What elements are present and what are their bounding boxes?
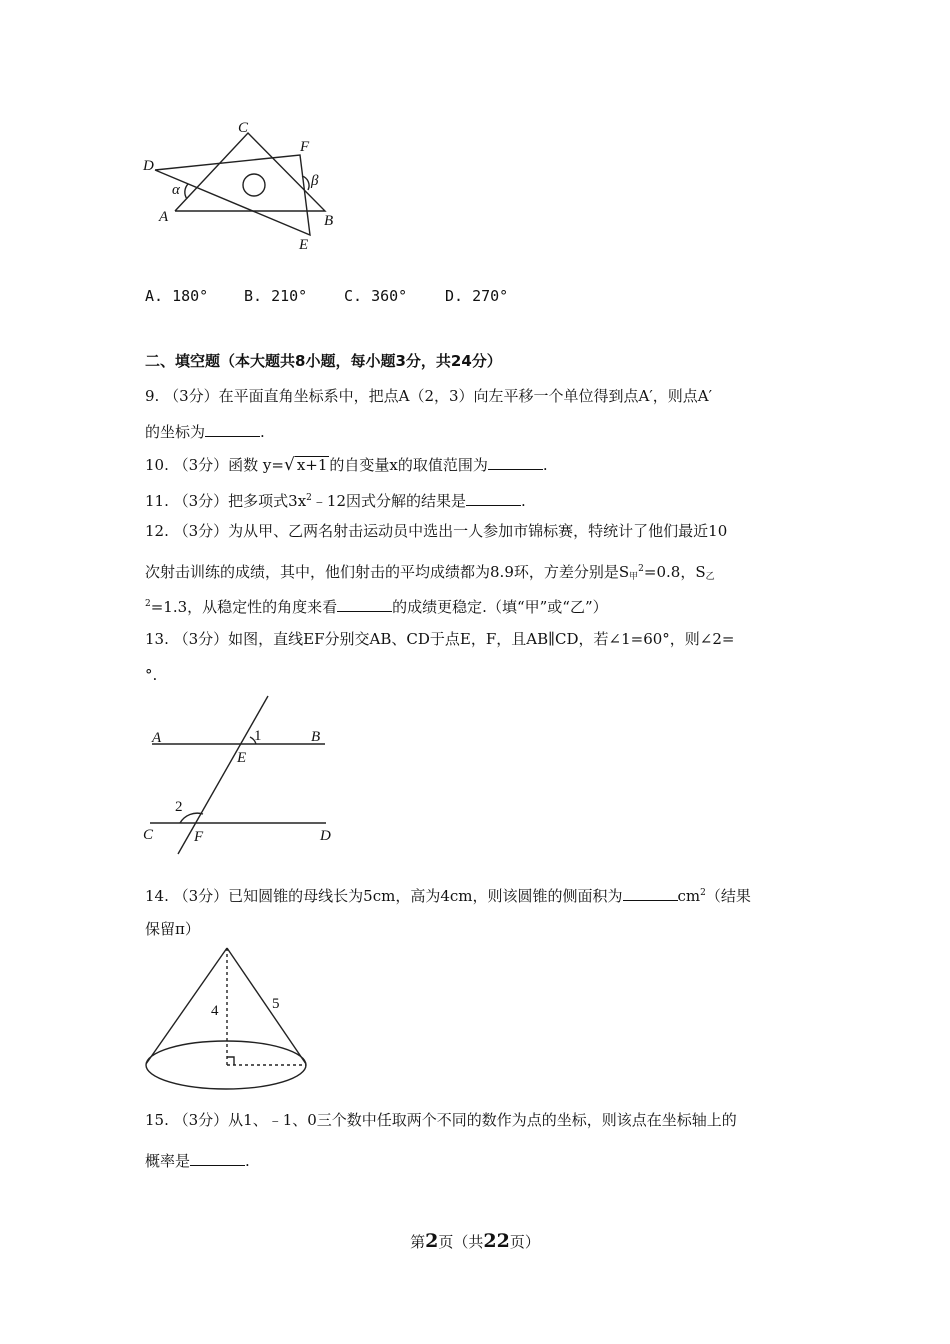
page-footer: 第2页（共22页） — [410, 1230, 540, 1252]
cone-right-slant — [227, 948, 306, 1064]
label-f: F — [194, 829, 204, 845]
q15-line1: 15. （3分）从1、﹣1、0三个数中任取两个不同的数作为点的坐标，则该点在坐标轴上的 — [145, 1111, 737, 1129]
label-e: E — [237, 750, 247, 766]
label-f: F — [300, 139, 310, 155]
option-a: A. 180° — [145, 287, 209, 305]
answer-blank — [623, 886, 678, 901]
label-1: 1 — [254, 728, 262, 744]
angle2-arc — [180, 813, 203, 823]
q15-line2: 概率是 . — [145, 1152, 250, 1170]
q14-line1: 14. （3分）已知圆锥的母线长为5cm，高为4cm，则该圆锥的侧面积为 $cm^2$（结果 — [145, 887, 751, 905]
q12-line1: 12. （3分）为从甲、乙两名射击运动员中选出一人参加市锦标赛，特统计了他们最近10 — [145, 522, 728, 540]
q12-line2: 次射击训练的成绩，其中，他们射击的平均成绩都为8.9环，方差分别是$S_甲^2=0.8$，$S_乙$ — [145, 563, 715, 582]
option-d: D. 270° — [445, 287, 509, 305]
answer-blank — [337, 597, 392, 612]
label-c: C — [143, 827, 154, 843]
sqrt-icon: √ — [283, 455, 295, 475]
label-a: A — [152, 730, 162, 746]
label-2: 2 — [175, 799, 183, 815]
q13-line2: °. — [145, 666, 158, 684]
label-c: C — [238, 120, 249, 136]
label-b: B — [324, 213, 334, 229]
line-ef — [178, 696, 268, 854]
figure-q8 — [140, 118, 340, 258]
answer-blank — [488, 455, 543, 470]
label-d: D — [320, 828, 331, 844]
page-number: 2 — [425, 1230, 439, 1252]
figure-q14 — [140, 945, 320, 1095]
label-a: A — [159, 209, 169, 225]
q12-line3: $^2$=1.3，从稳定性的角度来看 的成绩更稳定.（填“甲”或“乙”） — [145, 598, 608, 616]
label-b: B — [311, 729, 321, 745]
q11-line: 11. （3分）把多项式$3x^2﹣12$因式分解的结果是 . — [145, 492, 526, 510]
label-d: D — [143, 158, 154, 174]
section-heading: 二、填空题（本大题共8小题，每小题3分，共24分） — [145, 352, 502, 370]
radicand: x+1 — [296, 456, 328, 474]
figure-q13 — [140, 690, 340, 860]
option-c: C. 360° — [344, 287, 408, 305]
q9-line2: 的坐标为 . — [145, 423, 265, 441]
label-e: E — [299, 237, 309, 253]
answer-blank — [190, 1151, 245, 1166]
q9-line1: 9. （3分）在平面直角坐标系中，把点A（2，3）向左平移一个单位得到点A′，则点A′ — [145, 387, 713, 405]
label-alpha: α — [172, 182, 180, 198]
right-angle-mark — [227, 1057, 234, 1065]
option-b: B. 210° — [244, 287, 308, 305]
q14-line2: 保留π） — [145, 920, 200, 938]
page-total: 22 — [483, 1230, 510, 1252]
circle — [243, 174, 265, 196]
q13-line1: 13. （3分）如图，直线EF分别交AB、CD于点E，F，且AB∥CD，若∠1=60°，则∠2= — [145, 630, 735, 648]
answer-blank — [466, 491, 521, 506]
label-height: 4 — [211, 1003, 219, 1019]
answer-blank — [205, 422, 260, 437]
q10-line: 10. （3分）函数 y=√ x+1 的自变量x的取值范围为 . — [145, 455, 548, 475]
label-slant: 5 — [272, 996, 280, 1012]
label-beta: β — [311, 173, 319, 189]
